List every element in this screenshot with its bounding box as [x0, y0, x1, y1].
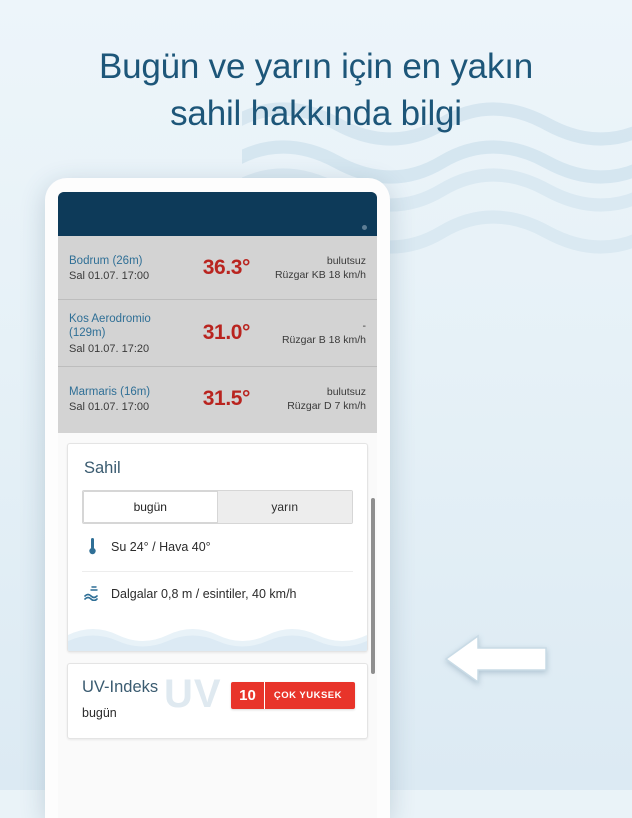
station-info	[69, 312, 185, 355]
nearby-stations-list[interactable]	[58, 236, 377, 433]
uv-card-texts	[82, 678, 158, 720]
uv-index-level-label: ÇOK YUKSEK	[264, 682, 355, 709]
uv-watermark-text: UV	[164, 671, 222, 716]
phone-mockup	[45, 178, 390, 818]
tab-today[interactable]: bugün	[83, 491, 218, 523]
cards-container	[58, 433, 377, 818]
wave-wind-icon	[84, 585, 100, 604]
waves-wind-text: Dalgalar 0,8 m / esintiler, 40 km/h	[111, 587, 297, 602]
card-wave-decoration	[68, 617, 367, 651]
station-temperature: 36.3°	[202, 256, 251, 279]
station-name[interactable]: Marmaris (16m)	[69, 386, 151, 399]
station-conditions	[268, 385, 366, 413]
station-timestamp: Sal 01.07. 17:00	[69, 270, 150, 283]
status-badge	[231, 682, 355, 709]
thermometer-icon	[84, 537, 100, 558]
station-conditions	[268, 319, 366, 347]
page-title	[0, 44, 632, 137]
left-arrow-callout-icon	[440, 628, 552, 690]
station-sky-condition: bulutsuz	[326, 386, 366, 399]
uv-index-card	[67, 663, 368, 739]
water-air-temperature-row	[82, 524, 353, 572]
station-sky-condition: bulutsuz	[326, 254, 366, 267]
beach-card	[67, 443, 368, 652]
table-row[interactable]	[58, 300, 377, 367]
station-temperature: 31.5°	[202, 387, 251, 411]
vertical-scrollbar[interactable]	[371, 498, 375, 674]
uv-card-title: UV-Indeks	[82, 677, 159, 696]
day-toggle-group[interactable]	[82, 490, 353, 524]
tab-tomorrow[interactable]: yarın	[218, 491, 353, 523]
uv-index-value: 10	[231, 682, 264, 709]
status-indicator-dot	[362, 225, 367, 230]
station-info	[69, 385, 185, 413]
station-conditions	[268, 254, 366, 282]
station-wind: Rüzgar D 7 km/h	[287, 400, 366, 413]
uv-card-header	[68, 664, 367, 720]
headline-line-1: Bugün ve yarın için en yakın	[98, 47, 534, 86]
uv-card-subtitle: bugün	[82, 705, 117, 720]
beach-card-title: Sahil	[84, 458, 121, 477]
station-info	[69, 254, 185, 282]
table-row[interactable]	[58, 367, 377, 431]
station-timestamp: Sal 01.07. 17:00	[69, 401, 150, 414]
station-temperature: 31.0°	[202, 321, 251, 345]
station-timestamp: Sal 01.07. 17:20	[69, 342, 150, 355]
headline-line-2: sahil hakkında bilgi	[170, 93, 462, 133]
water-air-temperature-text: Su 24° / Hava 40°	[111, 540, 211, 555]
app-status-bar	[58, 192, 377, 236]
station-wind: Rüzgar B 18 km/h	[281, 334, 366, 347]
station-name[interactable]: Kos Aerodromio (129m)	[69, 313, 151, 340]
table-row[interactable]	[58, 236, 377, 300]
waves-wind-row	[82, 572, 353, 617]
station-wind: Rüzgar KB 18 km/h	[274, 269, 366, 281]
station-sky-condition: -	[362, 320, 366, 333]
phone-screen	[58, 192, 377, 818]
station-name[interactable]: Bodrum (26m)	[69, 254, 143, 267]
